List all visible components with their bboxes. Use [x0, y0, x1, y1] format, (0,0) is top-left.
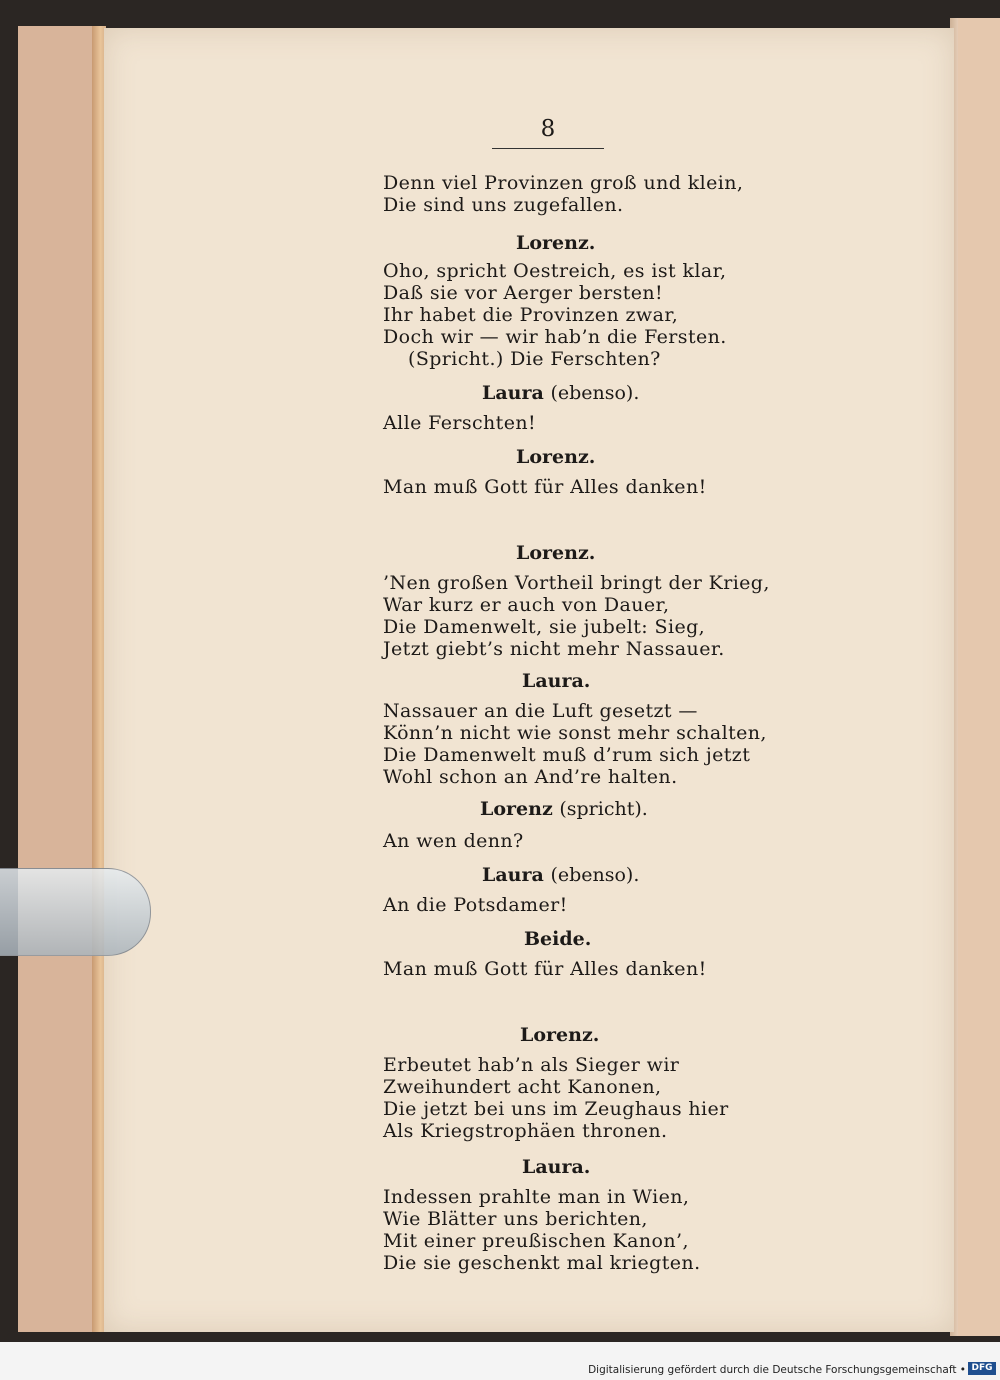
verse-line: An die Potsdamer!	[383, 894, 568, 916]
bookmark-clip	[0, 868, 151, 956]
speaker-heading: Beide.	[524, 928, 592, 950]
verse-line: Indessen prahlte man in Wien,	[383, 1186, 690, 1208]
speaker-heading	[480, 798, 648, 820]
verse-line: Mit einer preußischen Kanon’,	[383, 1230, 689, 1252]
stage-direction: (ebenso).	[550, 864, 640, 886]
verse-line: Die Damenwelt, sie jubelt: Sieg,	[383, 616, 706, 638]
verse-line: An wen denn?	[383, 830, 524, 852]
verse-line: War kurz er auch von Dauer,	[383, 594, 670, 616]
speaker-heading: Lorenz.	[516, 542, 596, 564]
verse-line: Wohl schon an And’re halten.	[383, 766, 678, 788]
speaker-heading: Lorenz.	[516, 446, 596, 468]
page-number: 8	[540, 116, 556, 142]
verse-line: Oho, spricht Oestreich, es ist klar,	[383, 260, 727, 282]
verse-line: Zweihundert acht Kanonen,	[383, 1076, 662, 1098]
verse-line: Man muß Gott für Alles danken!	[383, 476, 707, 498]
stage-direction: (Spricht.) Die Ferschten?	[408, 348, 661, 370]
stage-direction: (spricht).	[559, 798, 648, 820]
speaker-heading: Laura.	[522, 670, 591, 692]
speaker-heading: Lorenz.	[516, 232, 596, 254]
page-number-rule	[492, 148, 604, 149]
verse-line: Wie Blätter uns berichten,	[383, 1208, 648, 1230]
verse-line: Die sie geschenkt mal kriegten.	[383, 1252, 701, 1274]
verse-line: Denn viel Provinzen groß und klein,	[383, 172, 744, 194]
book-cover-right	[958, 18, 1000, 1336]
verse-line: Nassauer an die Luft gesetzt —	[383, 700, 698, 722]
verse-line: Alle Ferschten!	[383, 412, 537, 434]
verse-line: Die sind uns zugefallen.	[383, 194, 624, 216]
verse-line: Jetzt giebt’s nicht mehr Nassauer.	[383, 638, 725, 660]
verse-line: Die Damenwelt muß d’rum sich jetzt	[383, 744, 751, 766]
speaker-heading	[482, 382, 639, 404]
speaker-heading: Lorenz.	[520, 1024, 600, 1046]
verse-line: Als Kriegstrophäen thronen.	[383, 1120, 668, 1142]
speaker-name: Laura	[482, 382, 544, 404]
verse-line: Doch wir — wir hab’n die Fersten.	[383, 326, 727, 348]
verse-line: Könn’n nicht wie sonst mehr schalten,	[383, 722, 767, 744]
verse-line: ’Nen großen Vortheil bringt der Krieg,	[383, 572, 770, 594]
speaker-heading	[482, 864, 639, 886]
speaker-heading: Laura.	[522, 1156, 591, 1178]
stage-direction: (ebenso).	[550, 382, 640, 404]
verse-line: Daß sie vor Aerger bersten!	[383, 282, 664, 304]
verse-line: Die jetzt bei uns im Zeughaus hier	[383, 1098, 729, 1120]
dfg-logo: DFG	[968, 1362, 996, 1375]
verse-line: Erbeutet hab’n als Sieger wir	[383, 1054, 680, 1076]
speaker-name: Lorenz	[480, 798, 553, 820]
verse-line: Man muß Gott für Alles danken!	[383, 958, 707, 980]
digitization-credit: Digitalisierung gefördert durch die Deutsche Forschungsgemeinschaft •	[588, 1364, 966, 1376]
verse-line: Ihr habet die Provinzen zwar,	[383, 304, 679, 326]
speaker-name: Laura	[482, 864, 544, 886]
